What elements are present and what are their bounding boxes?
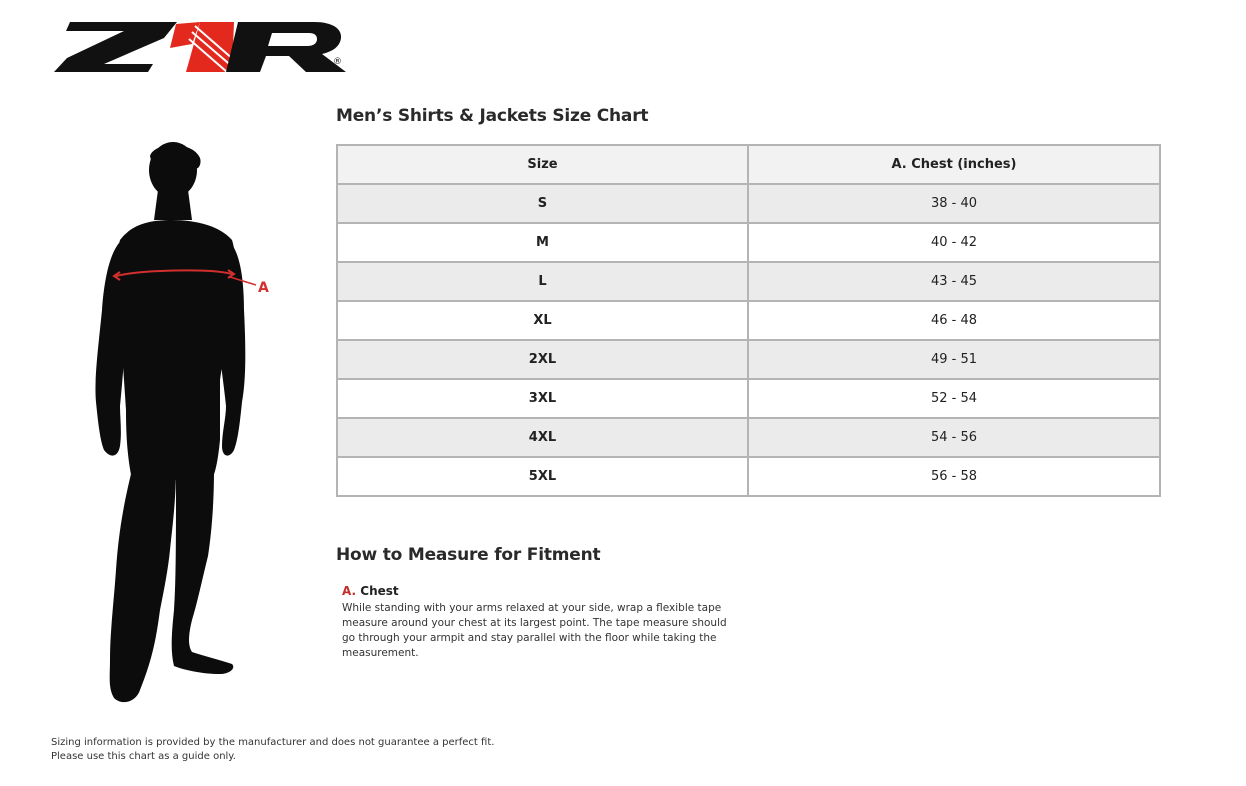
size-cell: S bbox=[337, 184, 748, 223]
chest-cell: 52 - 54 bbox=[748, 379, 1160, 418]
body-silhouette bbox=[80, 140, 280, 710]
size-cell: 3XL bbox=[337, 379, 748, 418]
table-row bbox=[337, 184, 1160, 223]
brand-logo bbox=[52, 18, 352, 76]
size-cell: M bbox=[337, 223, 748, 262]
measure-item-heading bbox=[342, 584, 742, 598]
table-row bbox=[337, 379, 1160, 418]
chest-cell: 46 - 48 bbox=[748, 301, 1160, 340]
table-row bbox=[337, 262, 1160, 301]
column-header-chest: A. Chest (inches) bbox=[748, 145, 1160, 184]
brand-logo-graphic bbox=[52, 18, 352, 76]
chest-cell: 56 - 58 bbox=[748, 457, 1160, 496]
disclaimer-line: Please use this chart as a guide only. bbox=[51, 751, 236, 762]
size-cell: XL bbox=[337, 301, 748, 340]
column-header-size: Size bbox=[337, 145, 748, 184]
measure-section-title: How to Measure for Fitment bbox=[336, 545, 601, 565]
disclaimer-line: Sizing information is provided by the manufacturer and does not guarantee a perfect fit. bbox=[51, 737, 495, 748]
size-cell: 2XL bbox=[337, 340, 748, 379]
size-chart-title: Men’s Shirts & Jackets Size Chart bbox=[336, 106, 649, 126]
size-chart-table bbox=[336, 144, 1161, 497]
size-cell: L bbox=[337, 262, 748, 301]
chest-cell: 49 - 51 bbox=[748, 340, 1160, 379]
table-row bbox=[337, 457, 1160, 496]
body-silhouette-graphic bbox=[80, 140, 280, 710]
chest-cell: 40 - 42 bbox=[748, 223, 1160, 262]
measure-item-letter: A. bbox=[342, 584, 357, 598]
chest-cell: 54 - 56 bbox=[748, 418, 1160, 457]
table-row bbox=[337, 418, 1160, 457]
svg-text:®: ® bbox=[333, 57, 342, 67]
table-header-row bbox=[337, 145, 1160, 184]
table-row bbox=[337, 340, 1160, 379]
size-cell: 4XL bbox=[337, 418, 748, 457]
table-row bbox=[337, 301, 1160, 340]
measure-item-chest bbox=[342, 584, 742, 661]
chest-cell: 43 - 45 bbox=[748, 262, 1160, 301]
measure-item-description: While standing with your arms relaxed at your side, wrap a flexible tape measure around your chest at its largest point. The tape measure should go through your armpit and stay parallel with the floor while taking the measurement. bbox=[342, 602, 727, 659]
chest-marker-label: A bbox=[258, 280, 269, 296]
table-row bbox=[337, 223, 1160, 262]
measure-item-name: Chest bbox=[360, 584, 399, 598]
chest-cell: 38 - 40 bbox=[748, 184, 1160, 223]
disclaimer bbox=[51, 736, 494, 764]
size-cell: 5XL bbox=[337, 457, 748, 496]
